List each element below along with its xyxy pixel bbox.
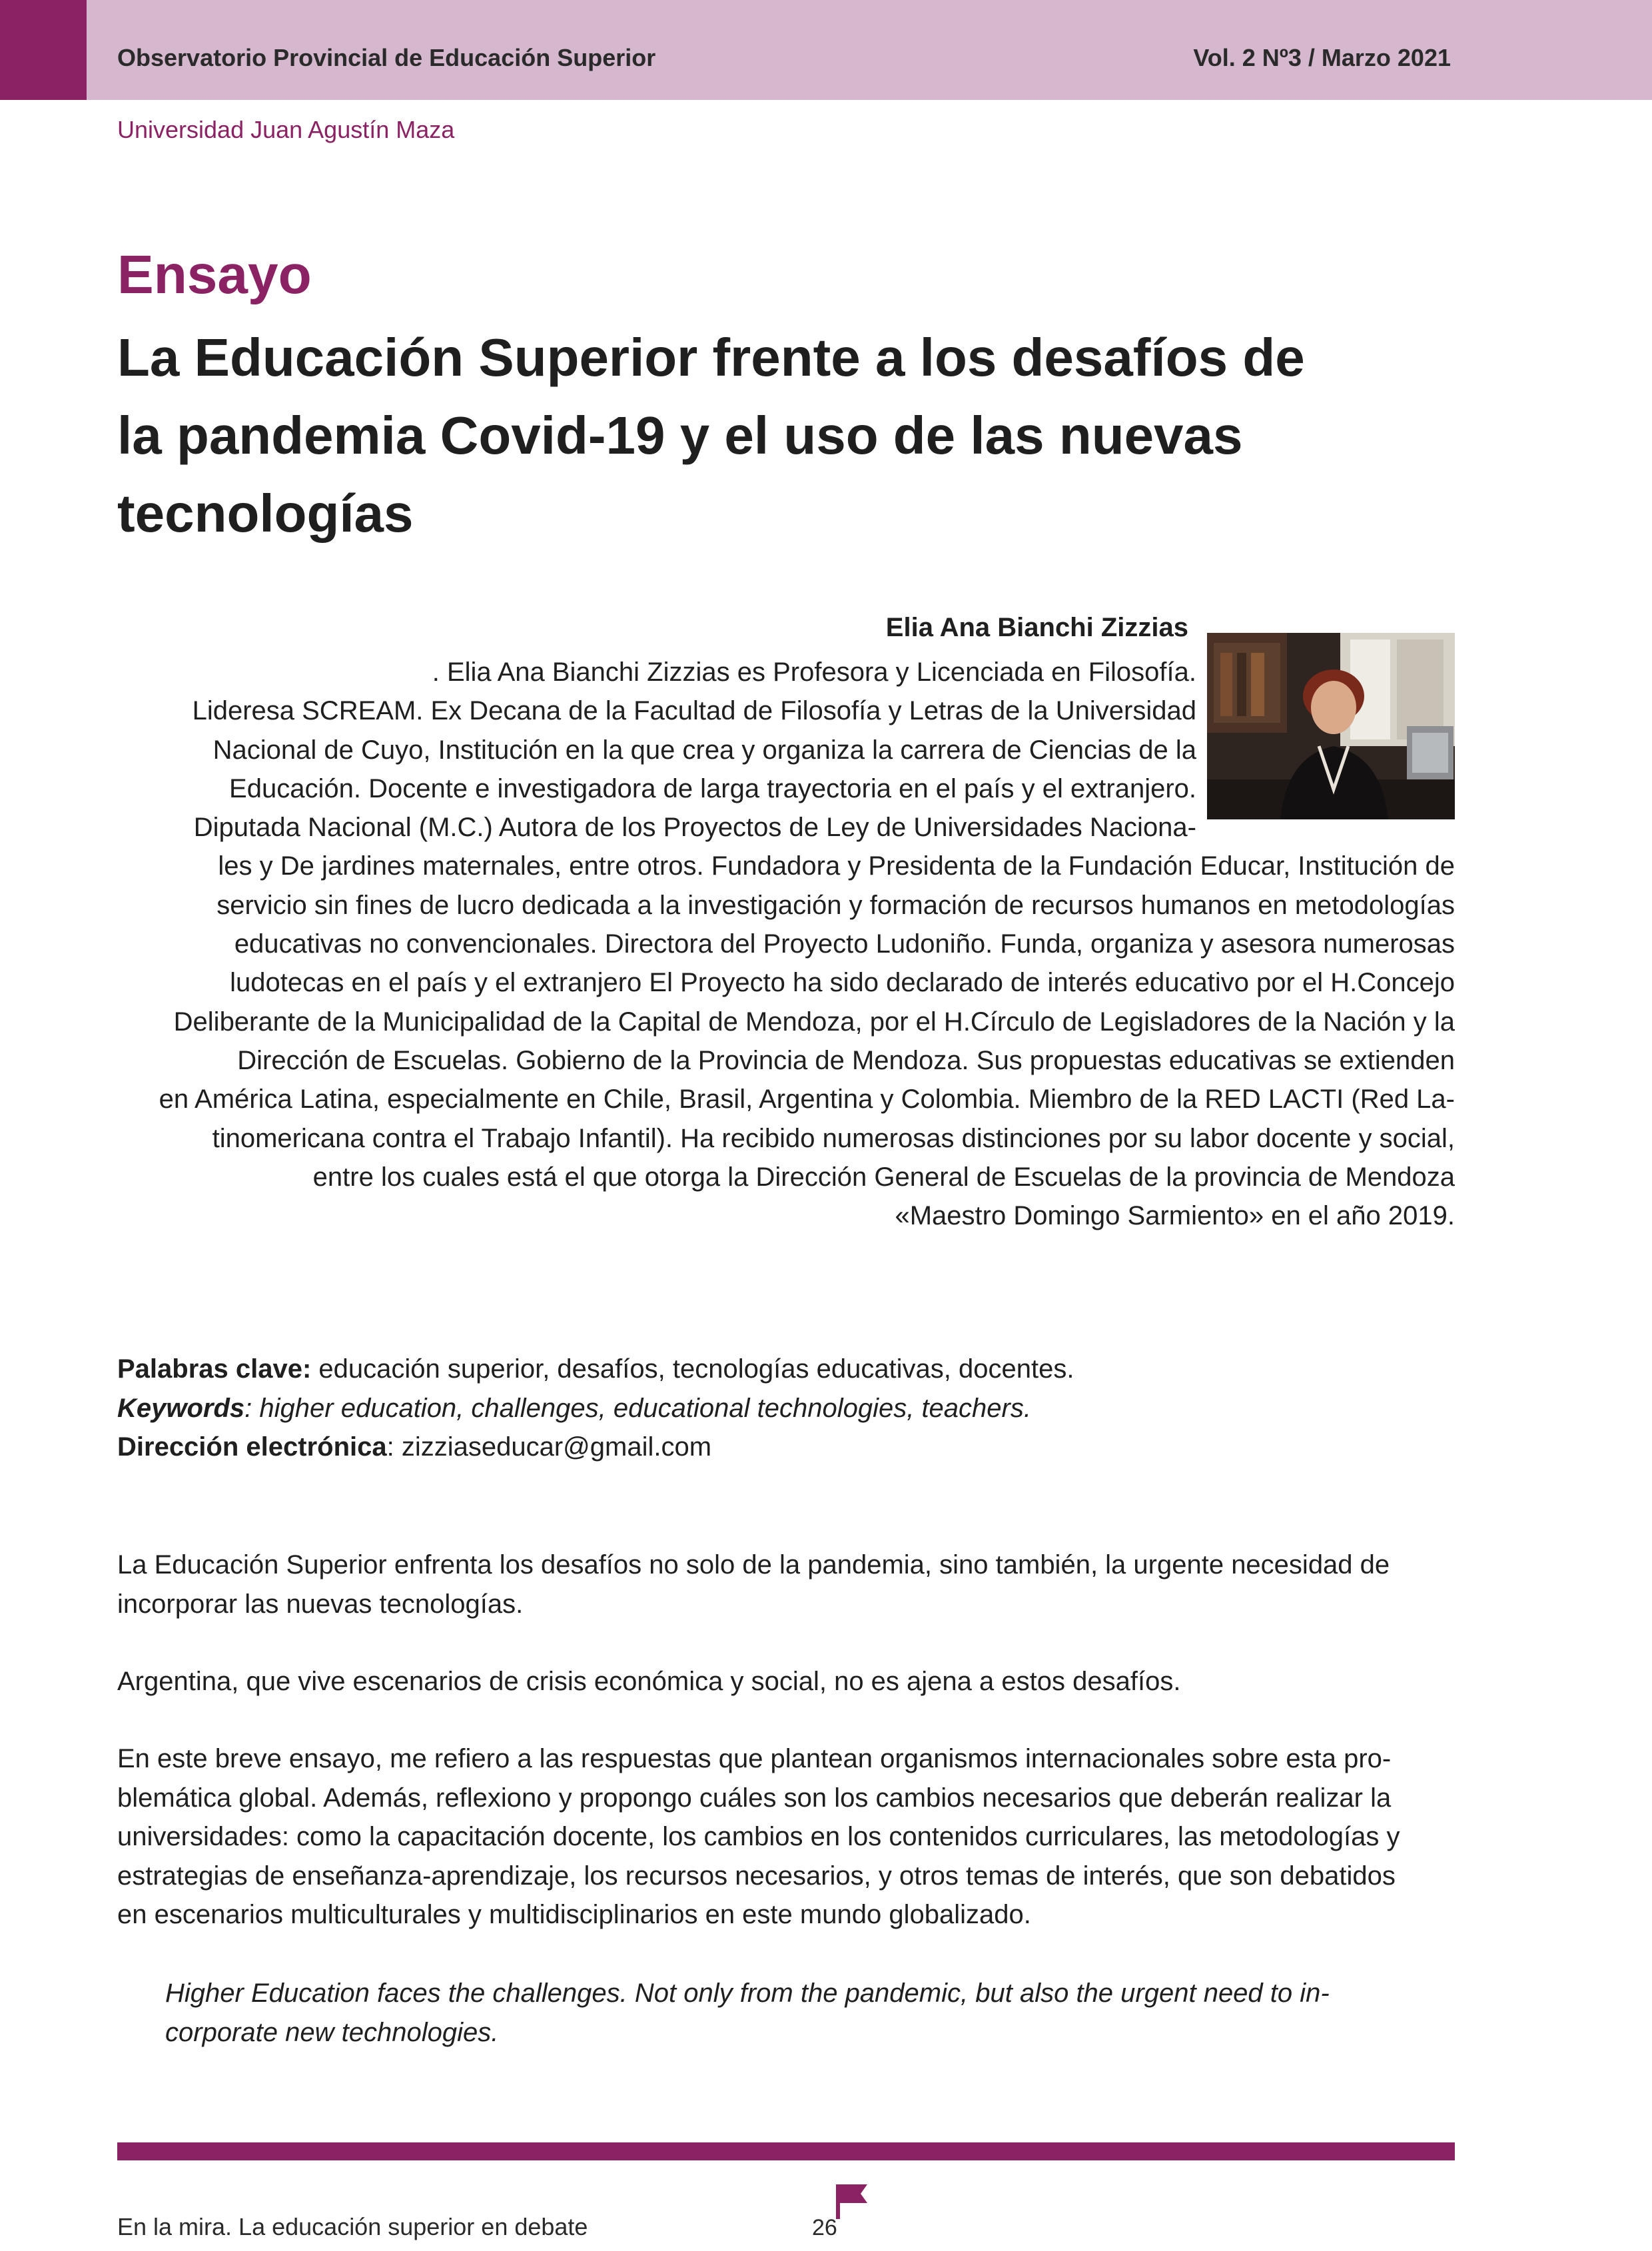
abstract-line: corporate new technologies. — [165, 2017, 499, 2047]
paragraph-line: Argentina, que vive escenarios de crisis económica y social, no es ajena a estos desafíos. — [117, 1667, 1181, 1696]
body-paragraph-3 — [117, 1739, 1455, 1935]
bio-line: Dirección de Escuelas. Gobierno de la Provincia de Mendoza. Sus propuestas educativas se extienden — [237, 1045, 1455, 1075]
keywords-block — [117, 1350, 1455, 1467]
palabras-clave-line — [117, 1350, 1455, 1389]
keywords-label: Keywords — [117, 1393, 245, 1423]
bio-line: ludotecas en el país y el extranjero El Proyecto ha sido declarado de interés educativo por el H.Concejo — [230, 968, 1455, 998]
email-line — [117, 1428, 1455, 1467]
paragraph-line: incorporar las nuevas tecnologías. — [117, 1589, 524, 1619]
bio-line: . Elia Ana Bianchi Zizzias es Profesora y Licenciada en Filosofía. — [432, 658, 1196, 687]
bio-line: Educación. Docente e investigadora de larga trayectoria en el país y el extranjero. — [229, 773, 1196, 803]
bio-line: les y De jardines maternales, entre otros. Fundadora y Presidenta de la Fundación Educar, Institución de — [218, 851, 1455, 881]
bio-line: en América Latina, especialmente en Chile, Brasil, Argentina y Colombia. Miembro de la RED LACTI (Red La- — [159, 1085, 1455, 1115]
body-paragraph-1 — [117, 1546, 1455, 1623]
issue-info: Vol. 2 Nº3 / Marzo 2021 — [1193, 44, 1451, 71]
email-value: : zizziaseducar@gmail.com — [386, 1432, 712, 1462]
bio-line: Deliberante de la Municipalidad de la Capital de Mendoza, por el H.Círculo de Legisladores de la Nación y la — [173, 1007, 1455, 1037]
title-line: la pandemia Covid-19 y el uso de las nuevas — [117, 406, 1243, 465]
author-name: Elia Ana Bianchi Zizzias — [885, 613, 1188, 642]
keywords-line — [117, 1389, 1455, 1428]
flag-icon — [834, 2182, 874, 2222]
bio-line: tinomericana contra el Trabajo Infantil). Ha recibido numerosas distinciones por su labor docente y social, — [212, 1123, 1455, 1153]
bio-line: entre los cuales está el que otorga la Dirección General de Escuelas de la provincia de Mendoza — [312, 1162, 1455, 1192]
abstract-line: Higher Education faces the challenges. Not only from the pandemic, but also the urgent need to in- — [165, 1979, 1330, 2008]
bio-line: «Maestro Domingo Sarmiento» en el año 2019. — [895, 1201, 1455, 1231]
footer-rule — [117, 2142, 1455, 2160]
paragraph-line: blemática global. Además, reflexiono y propongo cuáles son los cambios necesarios que deberán realizar la — [117, 1783, 1392, 1813]
email-label: Dirección electrónica — [117, 1432, 387, 1462]
palabras-clave-value: educación superior, desafíos, tecnologías educativas, docentes. — [311, 1354, 1074, 1384]
bio-line: educativas no convencionales. Directora del Proyecto Ludoniño. Funda, organiza y asesora numerosas — [234, 929, 1455, 959]
paragraph-line: En este breve ensayo, me refiero a las respuestas que plantean organismos internacionales sobre esta pro- — [117, 1744, 1392, 1773]
paragraph-line: en escenarios multiculturales y multidisciplinarios en este mundo globalizado. — [117, 1900, 1031, 1929]
keywords-value: : higher education, challenges, educational technologies, teachers. — [244, 1393, 1031, 1423]
publication-name: Observatorio Provincial de Educación Superior — [117, 44, 656, 71]
page-number: 26 — [812, 2215, 837, 2240]
bio-line: Lideresa SCREAM. Ex Decana de la Facultad de Filosofía y Letras de la Universidad — [192, 696, 1196, 726]
palabras-clave-label: Palabras clave: — [117, 1354, 312, 1384]
body-paragraph-2 — [117, 1662, 1455, 1701]
bio-line: Nacional de Cuyo, Institución en la que crea y organiza la carrera de Ciencias de la — [212, 735, 1196, 765]
paragraph-line: estrategias de enseñanza-aprendizaje, los recursos necesarios, y otros temas de interés, que son debatidos — [117, 1861, 1396, 1891]
bio-line: servicio sin fines de lucro dedicada a la investigación y formación de recursos humanos en metodologías — [216, 890, 1455, 920]
title-line: tecnologías — [117, 484, 414, 543]
paragraph-line: universidades: como la capacitación docente, los cambios en los contenidos curriculares, las metodologías y — [117, 1822, 1400, 1851]
title-line: La Educación Superior frente a los desafíos de — [117, 328, 1305, 387]
header-accent-tab — [0, 0, 87, 100]
section-label: Ensayo — [117, 244, 312, 305]
paragraph-line: La Educación Superior enfrenta los desafíos no solo de la pandemia, sino también, la urgente necesidad de — [117, 1550, 1390, 1579]
article-title — [117, 318, 1316, 552]
university-name: Universidad Juan Agustín Maza — [117, 116, 455, 143]
author-bio — [117, 653, 1455, 1235]
footer-journal-name: En la mira. La educación superior en debate — [117, 2213, 588, 2240]
english-abstract — [165, 1974, 1455, 2052]
bio-line: Diputada Nacional (M.C.) Autora de los Proyectos de Ley de Universidades Naciona- — [193, 813, 1196, 843]
